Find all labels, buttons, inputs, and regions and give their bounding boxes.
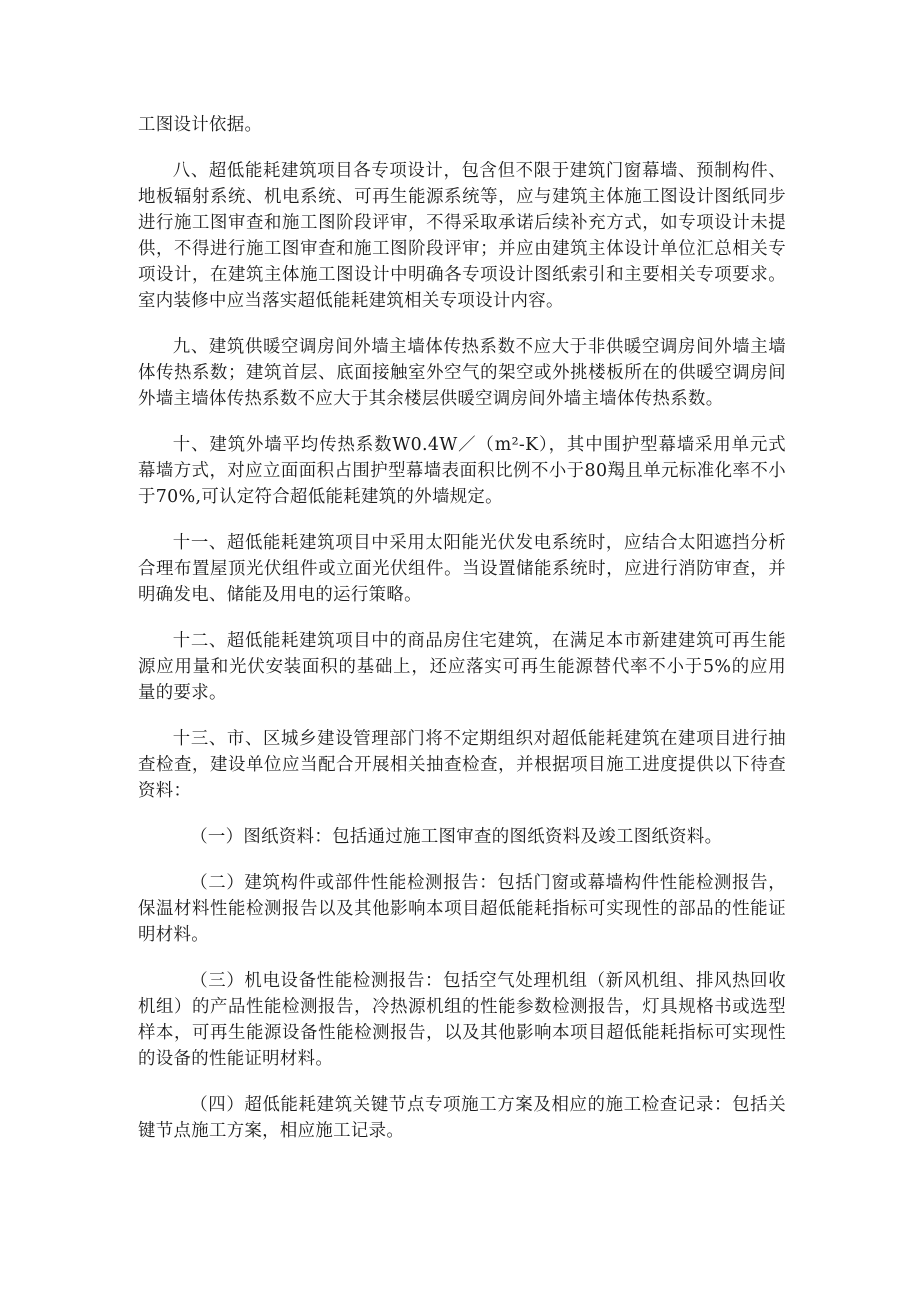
paragraph-item-2: （二）建筑构件或部件性能检测报告：包括门窗或幕墙构件性能检测报告，保温材料性能检测报告以及其他影响本项目超低能耗指标可实现性的部品的性能证明材料。 [138, 873, 786, 945]
paragraph-article-11: 十一、超低能耗建筑项目中采用太阳能光伏发电系统时，应结合太阳遮挡分析合理布置屋顶光伏组件或立面光伏组件。当设置储能系统时，应进行消防审查，并明确发电、储能及用电的运行策略。 [138, 533, 786, 605]
paragraph-article-10: 十、建筑外墙平均传热系数W0.4W／（m²-K），其中围护型幕墙采用单元式幕墙方式，对应立面面积占围护型幕墙表面积比例不小于80羯且单元标准化率不小于70%,可认定符合超低能耗建筑的外墙规定。 [138, 435, 786, 507]
paragraph-item-4: （四）超低能耗建筑关键节点专项施工方案及相应的施工检查记录：包括关键节点施工方案，相应施工记录。 [138, 1095, 786, 1141]
paragraph-article-8: 八、超低能耗建筑项目各专项设计，包含但不限于建筑门窗幕墙、预制构件、地板辐射系统、机电系统、可再生能源系统等，应与建筑主体施工图设计图纸同步进行施工图审查和施工图阶段评审，不得采取承诺后续补充方式，如专项设计未提供，不得进行施工图审查和施工图阶段评审；并应由建筑主体设计单位汇总相关专项设计，在建筑主体施工图设计中明确各专项设计图纸索引和主要相关专项要求。室内装修中应当落实超低能耗建筑相关专项设计内容。 [138, 161, 786, 311]
document-page [138, 112, 786, 1164]
paragraph-article-12: 十二、超低能耗建筑项目中的商品房住宅建筑，在满足本市新建建筑可再生能源应用量和光伏安装面积的基础上，还应落实可再生能源替代率不小于5%的应用量的要求。 [138, 631, 786, 703]
paragraph-item-1: （一）图纸资料：包括通过施工图审查的图纸资料及竣工图纸资料。 [190, 827, 723, 847]
paragraph-article-9: 九、建筑供暖空调房间外墙主墙体传热系数不应大于非供暖空调房间外墙主墙体传热系数；建筑首层、底面接触室外空气的架空或外挑楼板所在的供暖空调房间外墙主墙体传热系数不应大于其余楼层供暖空调房间外墙主墙体传热系数。 [138, 337, 786, 409]
paragraph-article-13: 十三、市、区城乡建设管理部门将不定期组织对超低能耗建筑在建项目进行抽查检查，建设单位应当配合开展相关抽查检查，并根据项目施工进度提供以下待查资料： [138, 729, 786, 801]
paragraph-item-3: （三）机电设备性能检测报告：包括空气处理机组（新风机组、排风热回收机组）的产品性能检测报告，冷热源机组的性能参数检测报告，灯具规格书或选型样本，可再生能源设备性能检测报告，以及其他影响本项目超低能耗指标可实现性的设备的性能证明材料。 [138, 971, 786, 1069]
paragraph-continuation: 工图设计依据。 [138, 115, 263, 135]
